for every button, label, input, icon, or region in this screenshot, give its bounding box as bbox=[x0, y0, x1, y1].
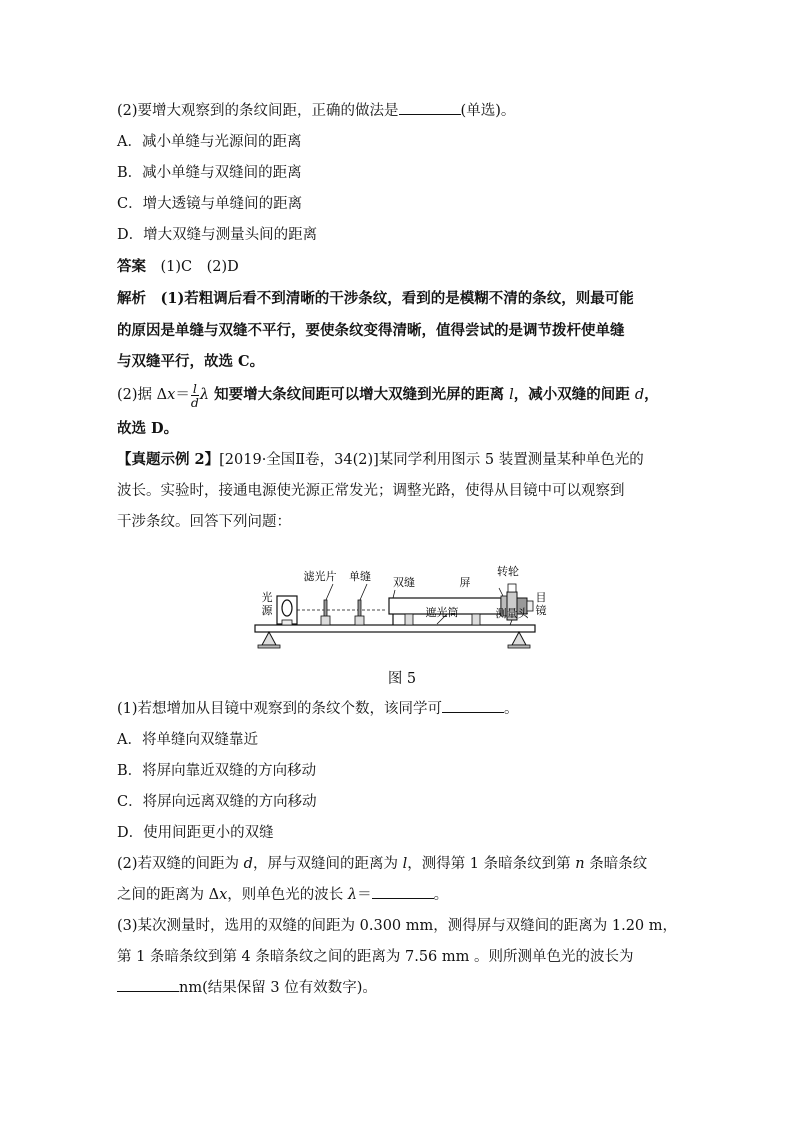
var-l: l bbox=[509, 387, 514, 403]
sub2-blank bbox=[372, 884, 434, 899]
label-eyepiece-2: 镜 bbox=[535, 604, 547, 617]
question-2-suffix: (单选)。 bbox=[460, 103, 516, 119]
analysis-text-4c: ， bbox=[644, 386, 659, 403]
analysis-label: 解析 bbox=[117, 290, 146, 307]
label-single-slit: 单缝 bbox=[349, 570, 371, 583]
sub2-line-2 bbox=[117, 880, 687, 911]
var-n: n bbox=[575, 856, 585, 872]
example-text-1: [2019·全国Ⅱ卷，34(2)]某同学利用图示 5 装置测量某种单色光的 bbox=[219, 452, 644, 468]
formula-equals: ＝ bbox=[175, 387, 190, 403]
var-x: x bbox=[219, 887, 228, 903]
sub2-text-3: ，测得第 1 条暗条纹到第 bbox=[407, 856, 576, 872]
sub3-line-3 bbox=[117, 973, 687, 1004]
sub1-option-d: D．使用间距更小的双缝 bbox=[117, 825, 274, 841]
sub2-line-1 bbox=[117, 849, 687, 880]
analysis-text-1: (1)若粗调后看不到清晰的干涉条纹，看到的是模糊不清的条纹，则最可能 bbox=[160, 290, 634, 307]
sub1-blank bbox=[442, 698, 504, 713]
sub2-text-6: ，则单色光的波长 bbox=[227, 887, 348, 903]
sub1-suffix: 。 bbox=[504, 701, 519, 717]
var-lambda: λ bbox=[347, 887, 358, 903]
question-2-text: (2)要增大观察到的条纹间距，正确的做法是 bbox=[117, 103, 399, 119]
analysis-line-1 bbox=[117, 283, 687, 315]
label-filter: 滤光片 bbox=[303, 570, 337, 583]
analysis-text-4b: ，减小双缝的间距 bbox=[513, 386, 635, 403]
label-measuring-head: 测量头 bbox=[495, 607, 529, 620]
label-screen: 屏 bbox=[459, 576, 471, 589]
sub2-text-1: (2)若双缝的间距为 bbox=[117, 856, 244, 872]
sub1-text: (1)若想增加从目镜中观察到的条纹个数，该同学可 bbox=[117, 701, 443, 717]
wheel bbox=[508, 584, 516, 592]
sub3-text-3: nm(结果保留 3 位有效数字)。 bbox=[179, 980, 377, 996]
formula-fraction bbox=[191, 382, 199, 409]
apparatus-diagram bbox=[117, 544, 687, 664]
left-support bbox=[262, 632, 276, 645]
answer-blank bbox=[399, 100, 461, 115]
sub3-line-1: (3)某次测量时，选用的双缝的间距为 0.300 mm，测得屏与双缝间的距离为 1.20 m， bbox=[117, 918, 678, 934]
sub2-suffix: 。 bbox=[433, 887, 449, 903]
sub2-text-5: 之间的距离为 Δ bbox=[117, 887, 220, 903]
sub1-option-c: C．将屏向远离双缝的方向移动 bbox=[117, 794, 317, 810]
example-line-1 bbox=[117, 444, 687, 476]
label-wheel: 转轮 bbox=[497, 565, 519, 578]
right-support bbox=[512, 632, 526, 645]
sub3-line-2: 第 1 条暗条纹到第 4 条暗条纹之间的距离为 7.56 mm 。则所测单色光的波长为 bbox=[117, 949, 634, 965]
var-d: d bbox=[634, 387, 645, 403]
var-d-2: d bbox=[243, 856, 253, 872]
label-light-source-2: 源 bbox=[261, 604, 273, 617]
example-line-2: 波长。实验时，接通电源使光源正常发光；调整光路，使得从目镜中可以观察到 bbox=[117, 483, 625, 499]
var-l-2: l bbox=[402, 856, 408, 872]
formula-lambda: λ bbox=[199, 387, 210, 403]
document-page bbox=[117, 96, 687, 1004]
sub2-equals: ＝ bbox=[357, 887, 372, 903]
analysis-line-5: 故选 D。 bbox=[117, 420, 179, 437]
answer-line bbox=[117, 251, 687, 283]
sub2-text-4: 条暗条纹 bbox=[584, 856, 648, 872]
option-d: D．增大双缝与测量头间的距离 bbox=[117, 227, 318, 243]
analysis-text-4a: 知要增大条纹间距可以增大双缝到光屏的距离 bbox=[209, 386, 510, 403]
label-eyepiece-1: 目 bbox=[535, 591, 547, 604]
figure-caption: 图 5 bbox=[387, 671, 417, 687]
option-b: B．减小单缝与双缝间的距离 bbox=[117, 165, 302, 181]
analysis-line-2: 的原因是单缝与双缝不平行，要使条纹变得清晰，值得尝试的是调节拨杆使单缝 bbox=[117, 322, 625, 339]
example-tag: 【真题示例 2】 bbox=[117, 451, 220, 468]
label-light-source-1: 光 bbox=[261, 591, 273, 604]
answer-label: 答案 bbox=[117, 258, 146, 275]
example-line-3: 干涉条纹。回答下列问题： bbox=[117, 514, 291, 530]
sub1-option-b: B．将屏向靠近双缝的方向移动 bbox=[117, 763, 317, 779]
sub3-blank bbox=[117, 977, 179, 992]
label-double-slit: 双缝 bbox=[393, 576, 415, 589]
formula-x: x bbox=[167, 387, 176, 403]
sub1-option-a: A．将单缝向双缝靠近 bbox=[117, 732, 258, 748]
fraction-numerator: l bbox=[192, 380, 197, 396]
option-a: A．减小单缝与光源间的距离 bbox=[117, 134, 302, 150]
option-c: C．增大透镜与单缝间的距离 bbox=[117, 196, 303, 212]
analysis-line-3: 与双缝平行，故选 C。 bbox=[117, 353, 265, 370]
question-2-stem bbox=[117, 96, 687, 127]
label-tube: 遮光筒 bbox=[425, 606, 459, 619]
apparatus-figure bbox=[117, 544, 687, 664]
optical-bench bbox=[255, 625, 535, 632]
analysis-line-4 bbox=[117, 377, 687, 413]
formula-delta: (2)据 Δ bbox=[117, 387, 168, 403]
fraction-denominator: d bbox=[190, 394, 199, 410]
sub1-stem bbox=[117, 694, 687, 725]
answer-value: (1)C (2)D bbox=[160, 259, 239, 275]
sub2-text-2: ，屏与双缝间的距离为 bbox=[252, 856, 403, 872]
